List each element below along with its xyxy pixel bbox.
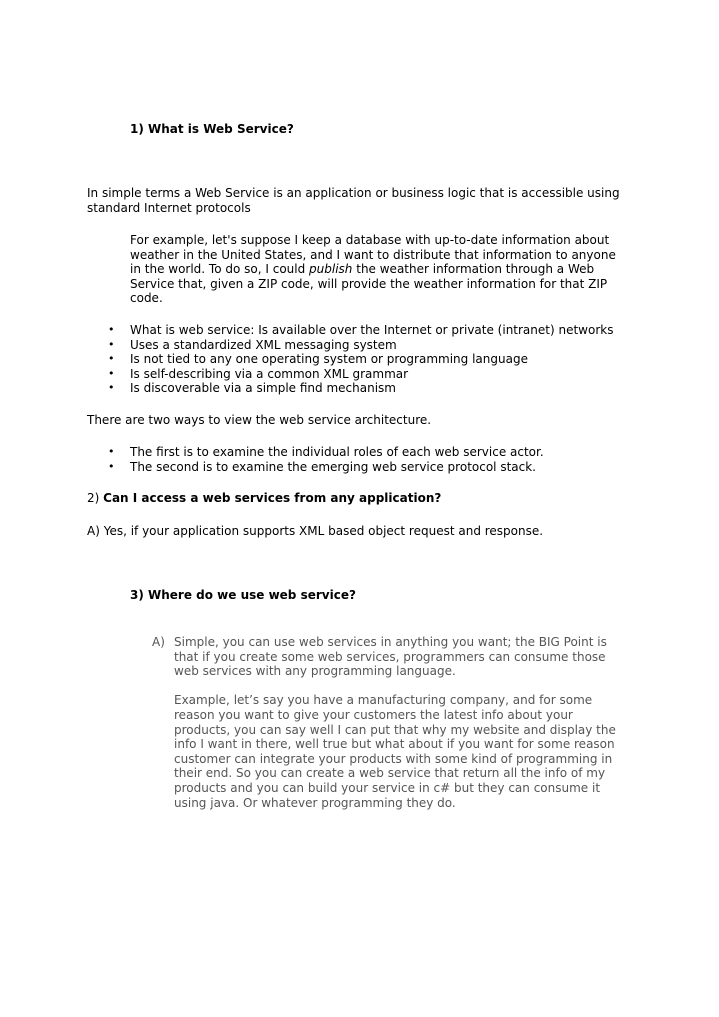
list-item	[108, 366, 613, 382]
list-item	[108, 323, 614, 338]
bullet-icon: •	[108, 337, 115, 351]
list-item-text: The second is to examine the emerging web service protocol stack.	[130, 459, 536, 474]
q3-answer-paragraph-1: Simple, you can use web services in anything you want; the BIG Point is that if you create some web services, programmers can consume those web services with any programming language.	[174, 635, 607, 679]
bullet-icon: •	[108, 352, 115, 366]
list-item	[108, 337, 613, 353]
list-item-text: Is self-describing via a common XML grammar	[130, 366, 409, 381]
bullet-icon: •	[108, 459, 115, 473]
intro-line-1: In simple terms a Web Service is an application or business logic that is accessible using	[87, 186, 620, 200]
example-text-italic: publish	[309, 262, 353, 277]
q1-heading: 1) What is Web Service?	[130, 122, 294, 136]
q3-answer-paragraph-2: Example, let’s say you have a manufacturing company, and for some reason you want to give your customers the latest info about your products, you can say well I can put that why my website and display the info I want in there, well true but what about if you want for some reason customer can integrate your products with some kind of programming in their end. So you can create a web service that return all the info of my products and you can build your service in c# but they can consume it using java. Or whatever programming they do.	[174, 693, 616, 810]
example-text-before: For example, let's suppose I keep a database with up-to-date information about weather in the United States, and I want to distribute that information to anyone in the world. To do so, I could	[130, 233, 616, 277]
list-item	[108, 352, 613, 367]
example-text-after: the weather information through a Web Service that, given a ZIP code, will provide the weather information for that ZIP code.	[130, 262, 608, 306]
q3-answer-block	[152, 635, 629, 810]
q3-answer-label: A)	[152, 635, 165, 649]
bullet-icon: •	[108, 445, 115, 458]
list-item-text: What is web service: Is available over the Internet or private (intranet) networks	[130, 323, 614, 337]
q2-answer: A) Yes, if your application supports XML based object request and response.	[87, 524, 544, 538]
list-item-text: Is discoverable via a simple find mechanism	[130, 381, 396, 396]
list-item	[108, 459, 544, 475]
list-item-text: Uses a standardized XML messaging system	[130, 337, 397, 352]
bullet-icon: •	[108, 381, 115, 395]
bullet-icon: •	[108, 366, 115, 380]
q3-heading: 3) Where do we use web service?	[130, 588, 356, 602]
list-item-text: The first is to examine the individual roles of each web service actor.	[130, 445, 544, 459]
q2-question: Can I access a web services from any application?	[103, 491, 442, 505]
q2-number: 2)	[87, 491, 104, 505]
list-item-text: Is not tied to any one operating system or programming language	[130, 352, 528, 367]
bullet-icon: •	[108, 323, 115, 336]
feature-list	[108, 323, 614, 396]
list-item	[108, 445, 544, 460]
list-item	[108, 381, 613, 396]
architecture-list	[108, 445, 544, 474]
intro-line-2: standard Internet protocols	[87, 200, 251, 215]
architecture-intro: There are two ways to view the web service architecture.	[87, 413, 432, 427]
example-paragraph	[130, 233, 630, 306]
intro-paragraph	[87, 186, 620, 215]
q2-heading	[87, 491, 441, 506]
